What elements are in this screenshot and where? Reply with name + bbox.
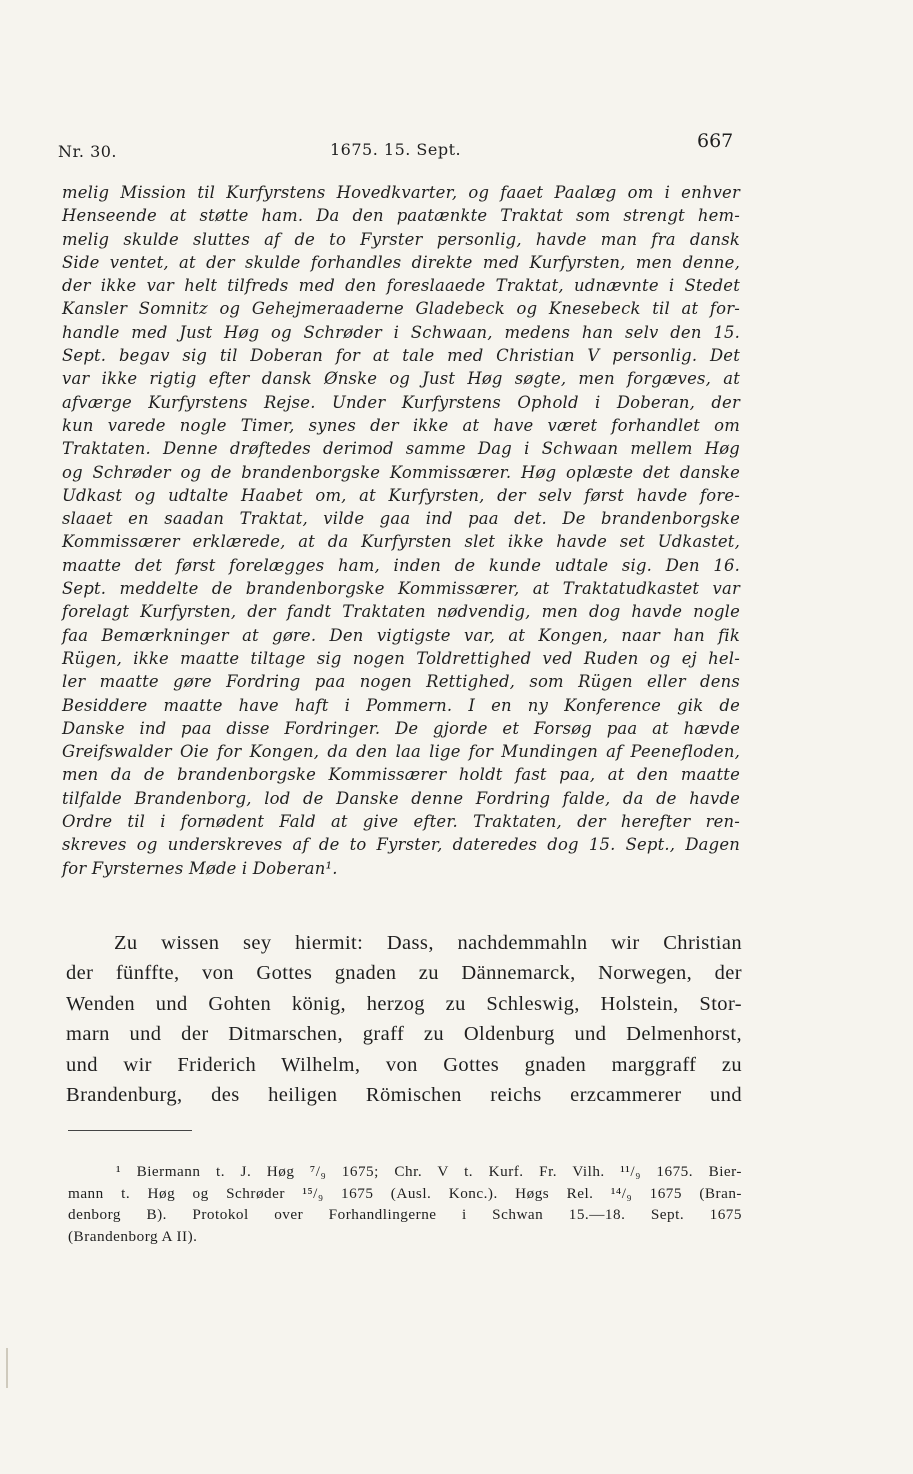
summary-line: og Schrøder og de brandenborgske Kommissærer. Høg oplæste det danske (62, 462, 740, 482)
footnote-divider (68, 1130, 192, 1131)
treaty-line: Wenden und Gohten könig, herzog zu Schleswig, Holstein, Stor- (66, 992, 742, 1015)
summary-line: Kansler Somnitz og Gehejmeraaderne Gladebeck og Knesebeck til at for- (62, 299, 740, 319)
summary-line: Greifswalder Oie for Kongen, da den laa lige for Mundingen af Peenefloden, (62, 742, 740, 762)
document-number: Nr. 30. (58, 142, 118, 161)
summary-line: forelagt Kurfyrsten, der fandt Traktaten nødvendig, men dog havde nogle (62, 602, 740, 622)
footnote (68, 1161, 742, 1247)
summary-line: afværge Kurfyrstens Rejse. Under Kurfyrstens Ophold i Doberan, der (62, 392, 740, 412)
summary-line: Sept. begav sig til Doberan for at tale med Christian V personlig. Det (62, 346, 740, 366)
german-treaty-text (66, 928, 742, 1110)
summary-line: Traktaten. Denne drøftedes derimod samme Dag i Schwaan mellem Høg (62, 439, 740, 459)
summary-line: Kommissærer erklærede, at da Kurfyrsten slet ikke havde set Udkastet, (62, 532, 740, 552)
summary-line: Side ventet, at der skulde forhandles direkte med Kurfyrsten, men denne, (62, 252, 740, 272)
treaty-line: Brandenburg, des heiligen Römischen reichs erzcammerer und (66, 1084, 742, 1107)
treaty-line: der fünffte, von Gottes gnaden zu Dännemarck, Norwegen, der (66, 962, 742, 985)
page-header (58, 132, 733, 162)
summary-line: der ikke var helt tilfreds med den foreslaaede Traktat, udnævnte i Stedet (62, 276, 740, 296)
footnote-line: (Brandenborg A II). (68, 1227, 198, 1245)
treaty-line: und wir Friderich Wilhelm, von Gottes gnaden marggraff zu (66, 1053, 742, 1076)
summary-line: for Fyrsternes Møde i Doberan¹. (62, 858, 338, 878)
summary-line: faa Bemærkninger at gøre. Den vigtigste var, at Kongen, naar han fik (62, 625, 740, 645)
summary-line: handle med Just Høg og Schrøder i Schwaan, medens han selv den 15. (62, 322, 740, 342)
summary-line: Henseende at støtte ham. Da den paatænkte Traktat som strengt hem- (62, 206, 740, 226)
summary-line: Besiddere maatte have haft i Pommern. I en ny Konference gik de (62, 695, 740, 715)
summary-line: skreves og underskreves af de to Fyrster, dateredes dog 15. Sept., Dagen (62, 835, 740, 855)
summary-line: Udkast og udtalte Haabet om, at Kurfyrsten, der selv først havde fore- (62, 485, 740, 505)
page-number: 667 (697, 130, 734, 152)
summary-line: melig Mission til Kurfyrstens Hovedkvarter, og faaet Paalæg om i enhver (62, 183, 740, 202)
page-edge-mark (6, 1348, 8, 1388)
treaty-line: marn und der Ditmarschen, graff zu Oldenburg und Delmenhorst, (66, 1023, 742, 1046)
summary-line: men da de brandenborgske Kommissærer holdt fast paa, at den maatte (62, 765, 740, 785)
treaty-line: Zu wissen sey hiermit: Dass, nachdemmahln wir Christian (114, 932, 742, 954)
footnote-line: mann t. Høg og Schrøder ¹⁵/₉ 1675 (Ausl. Konc.). Høgs Rel. ¹⁴/₉ 1675 (Bran- (68, 1184, 742, 1202)
summary-line: tilfalde Brandenborg, lod de Danske denne Fordring falde, da de havde (62, 788, 740, 808)
footnote-line: denborg B). Protokol over Forhandlingerne i Schwan 15.—18. Sept. 1675 (68, 1206, 742, 1224)
header-date: 1675. 15. Sept. (330, 140, 462, 159)
summary-line: Sept. meddelte de brandenborgske Kommissærer, at Traktatudkastet var (62, 579, 740, 599)
danish-summary (62, 181, 740, 880)
summary-line: slaaet en saadan Traktat, vilde gaa ind paa det. De brandenborgske (62, 509, 740, 529)
summary-line: melig skulde sluttes af de to Fyrster personlig, havde man fra dansk (62, 229, 740, 249)
summary-line: ler maatte gøre Fordring paa nogen Rettighed, som Rügen eller dens (62, 672, 740, 692)
summary-line: kun varede nogle Timer, synes der ikke at have været forhandlet om (62, 415, 740, 435)
summary-line: Danske ind paa disse Fordringer. De gjorde et Forsøg paa at hævde (62, 718, 740, 738)
summary-line: Rügen, ikke maatte tiltage sig nogen Toldrettighed ved Ruden og ej hel- (62, 648, 740, 668)
summary-line: Ordre til i fornødent Fald at give efter. Traktaten, der herefter ren- (62, 812, 740, 832)
summary-line: maatte det først forelægges ham, inden de kunde udtale sig. Den 16. (62, 555, 740, 575)
summary-line: var ikke rigtig efter dansk Ønske og Just Høg søgte, men forgæves, at (62, 369, 740, 389)
footnote-line: ¹ Biermann t. J. Høg ⁷/₉ 1675; Chr. V t. Kurf. Fr. Vilh. ¹¹/₉ 1675. Bier- (116, 1163, 742, 1180)
